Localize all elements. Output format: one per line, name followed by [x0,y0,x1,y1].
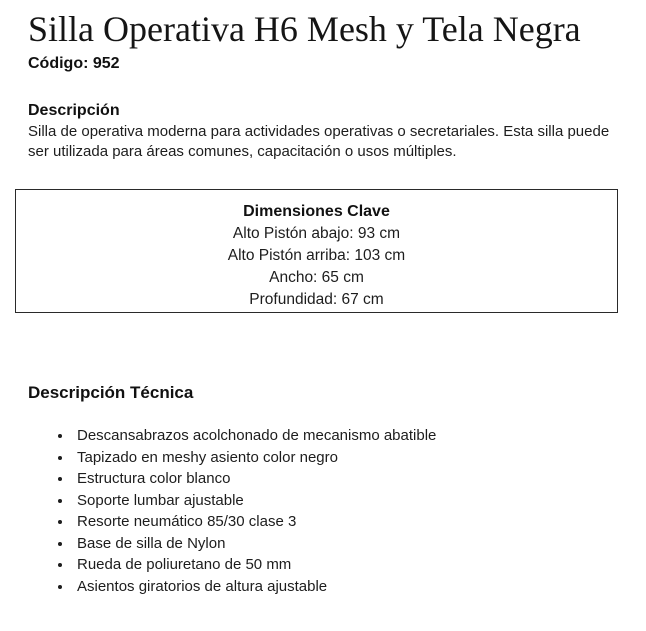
list-item: • Soporte lumbar ajustable [73,490,618,512]
list-item: • Asientos giratorios de altura ajustable [73,576,618,598]
list-item: • Rueda de poliuretano de 50 mm [73,554,618,576]
list-item: • Tapizado en meshy asiento color negro [73,447,618,469]
product-sheet-page [0,6,646,631]
dimension-piston-down: Alto Pistón abajo: 93 cm [232,225,401,242]
dimension-depth: Profundidad: 67 cm [249,291,384,308]
product-title: Silla Operativa H6 Mesh y Tela Negra [28,9,581,49]
dimension-piston-up: Alto Pistón arriba: 103 cm [227,247,406,264]
list-item: • Resorte neumático 85/30 clase 3 [73,511,618,533]
list-item: • Descansabrazos acolchonado de mecanismo abatible [73,425,618,447]
dimension-width: Ancho: 65 cm [269,269,364,286]
description-text: Silla de operativa moderna para actividades operativas o secretariales. Esta silla puede ser utilizada para áreas comunes, capacitación o usos múltiples. [28,123,610,160]
dimensions-heading: Dimensiones Clave [243,203,390,220]
description-heading: Descripción [28,102,120,119]
technical-features-list [28,425,618,597]
product-code: Código: 952 [28,55,120,72]
list-item: • Base de silla de Nylon [73,533,618,555]
dimensions-box [15,189,618,313]
technical-description-heading: Descripción Técnica [28,383,194,402]
list-item: • Estructura color blanco [73,468,618,490]
